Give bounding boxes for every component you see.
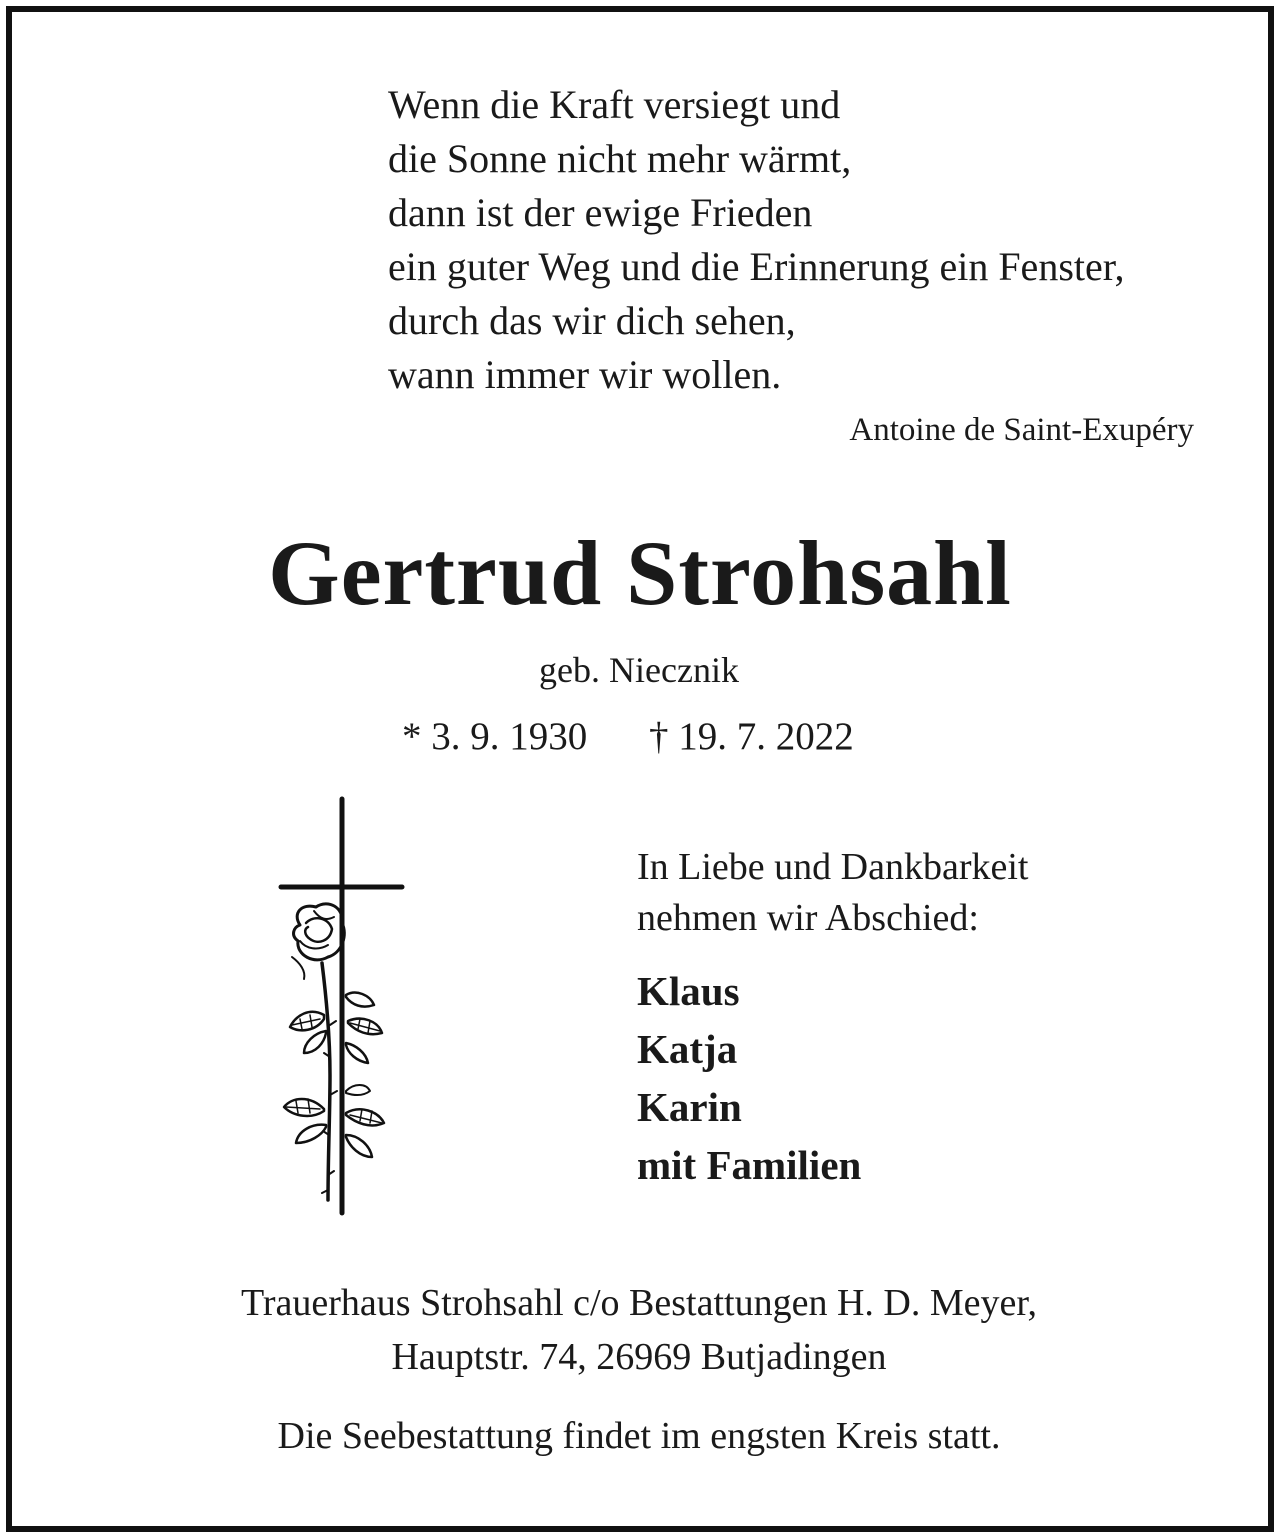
address-line: Trauerhaus Strohsahl c/o Bestattungen H. D. Meyer, bbox=[241, 1282, 1037, 1324]
poem-line: wann immer wir wollen. bbox=[388, 352, 782, 397]
farewell-line: nehmen wir Abschied: bbox=[637, 897, 979, 939]
poem-line: dann ist der ewige Frieden bbox=[388, 190, 813, 235]
mourners-list bbox=[637, 962, 861, 1194]
mourner-name: mit Familien bbox=[637, 1142, 862, 1188]
cross-with-rose-icon bbox=[270, 795, 410, 1220]
burial-note: Die Seebestattung findet im engsten Kreis statt. bbox=[277, 1415, 1001, 1457]
death-date: † 19. 7. 2022 bbox=[649, 715, 854, 758]
farewell-text bbox=[637, 842, 1028, 944]
life-dates bbox=[402, 712, 854, 762]
poem-line: ein guter Weg und die Erinnerung ein Fenster, bbox=[388, 244, 1125, 289]
deceased-name: Gertrud Strohsahl bbox=[268, 522, 1012, 624]
mourner-name: Karin bbox=[637, 1084, 742, 1130]
poem-line: Wenn die Kraft versiegt und bbox=[388, 82, 841, 127]
funeral-home-address bbox=[0, 1276, 1278, 1384]
maiden-name: geb. Niecznik bbox=[539, 650, 739, 690]
poem-line: durch das wir dich sehen, bbox=[388, 298, 796, 343]
farewell-line: In Liebe und Dankbarkeit bbox=[637, 846, 1029, 888]
mourner-name: Klaus bbox=[637, 968, 740, 1014]
poem bbox=[388, 78, 1124, 402]
poem-author: Antoine de Saint-Exupéry bbox=[849, 412, 1194, 448]
address-line: Hauptstr. 74, 26969 Butjadingen bbox=[391, 1336, 887, 1378]
poem-line: die Sonne nicht mehr wärmt, bbox=[388, 136, 852, 181]
birth-date: * 3. 9. 1930 bbox=[402, 715, 588, 758]
mourner-name: Katja bbox=[637, 1026, 738, 1072]
